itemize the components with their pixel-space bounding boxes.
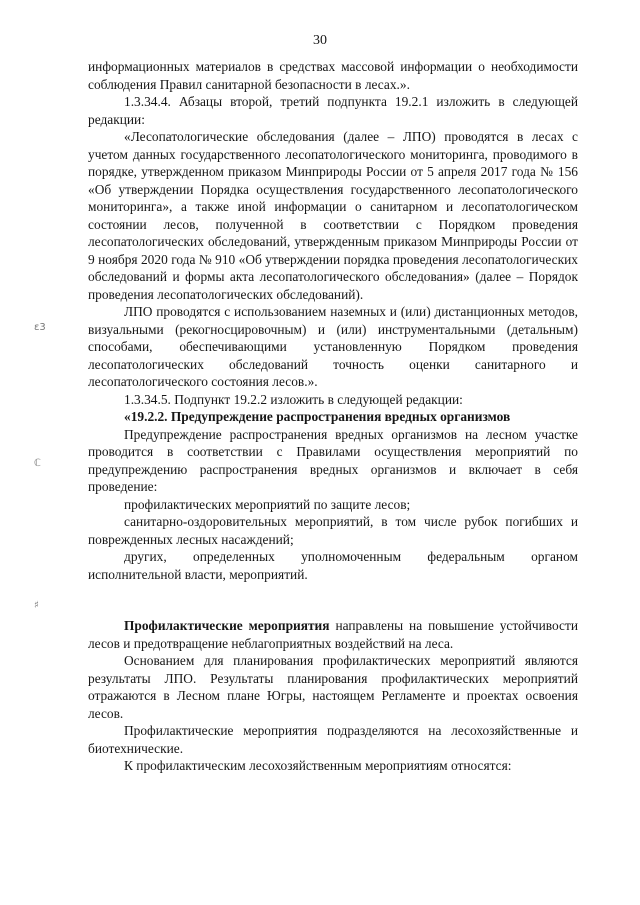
margin-mark: ε3 — [34, 322, 46, 333]
list-item: других, определенных уполномоченным федеральным органом исполнительной власти, мероприятий. — [88, 549, 578, 582]
heading-text: 19.2.2. Предупреждение распространения вредных организмов — [130, 409, 511, 424]
paragraph: «Лесопатологические обследования (далее – ЛПО) проводятся в лесах с учетом данных государственного лесопатологического мониторинга, проводимого в порядке, утвержденном приказом Минприроды России от 5 апреля 2017 года № 156 «Об утверждении Порядка осуществления государственного лесопатологического мониторинга», а также иной информации о санитарном и лесопатологическом состоянии лесов, полученной в соответствии с Порядком проведения лесопатологических обследований, утвержденным приказом Минприроды России от 9 ноября 2020 года № 910 «Об утверждении порядка проведения лесопатологических обследований и формы акта лесопатологического обследования» (далее – Порядок проведения лесопатологических обследований). — [88, 129, 578, 302]
bold-term: Профилактические мероприятия — [124, 618, 330, 633]
paragraph: 1.3.34.4. Абзацы второй, третий подпункта 19.2.1 изложить в следующей редакции: — [88, 94, 578, 127]
paragraph-text: направлены на повышение устойчивости лесов и предотвращение неблагоприятных воздействий на леса. — [88, 618, 578, 651]
paragraph: Предупреждение распространения вредных организмов на лесном участке проводится в соответствии с Правилами осуществления мероприятий по предупреждению распространения вредных организмов и включает в себя проведение: — [88, 426, 578, 494]
margin-mark: ℂ — [34, 458, 41, 469]
spacer — [88, 583, 578, 617]
paragraph: К профилактическим лесохозяйственным мероприятиям относятся: — [124, 758, 512, 773]
paragraph: ЛПО проводятся с использованием наземных и (или) дистанционных методов, визуальными (рекогносцировочным) и (или) инструментальными (детальным) способами, обеспечивающими установленную Порядком проведения лесопатологических обследований точность оценки санитарного и лесопатологического состояния лесов.». — [88, 304, 578, 389]
paragraph: Основанием для планирования профилактических мероприятий являются результаты ЛПО. Результаты планирования профилактических мероприятий отражаются в Лесном плане Югры, настоящем Регламенте и проектах освоения лесов. — [88, 653, 578, 721]
paragraph: Профилактические мероприятия подразделяются на лесохозяйственные и биотехнические. — [88, 723, 578, 756]
margin-mark: ♯ — [34, 600, 39, 611]
heading-quote: « — [124, 409, 131, 424]
page-number: 30 — [313, 33, 327, 48]
section-heading — [88, 408, 578, 426]
list-item: профилактических мероприятий по защите лесов; — [124, 496, 411, 512]
list-item: санитарно-оздоровительных мероприятий, в том числе рубок погибших и поврежденных лесных насаждений; — [88, 514, 578, 547]
document-body — [88, 58, 578, 775]
paragraph — [88, 617, 578, 652]
paragraph: 1.3.34.5. Подпункт 19.2.2 изложить в следующей редакции: — [124, 391, 463, 407]
paragraph: информационных материалов в средствах массовой информации о необходимости соблюдения Правил санитарной безопасности в лесах.». — [88, 59, 578, 92]
